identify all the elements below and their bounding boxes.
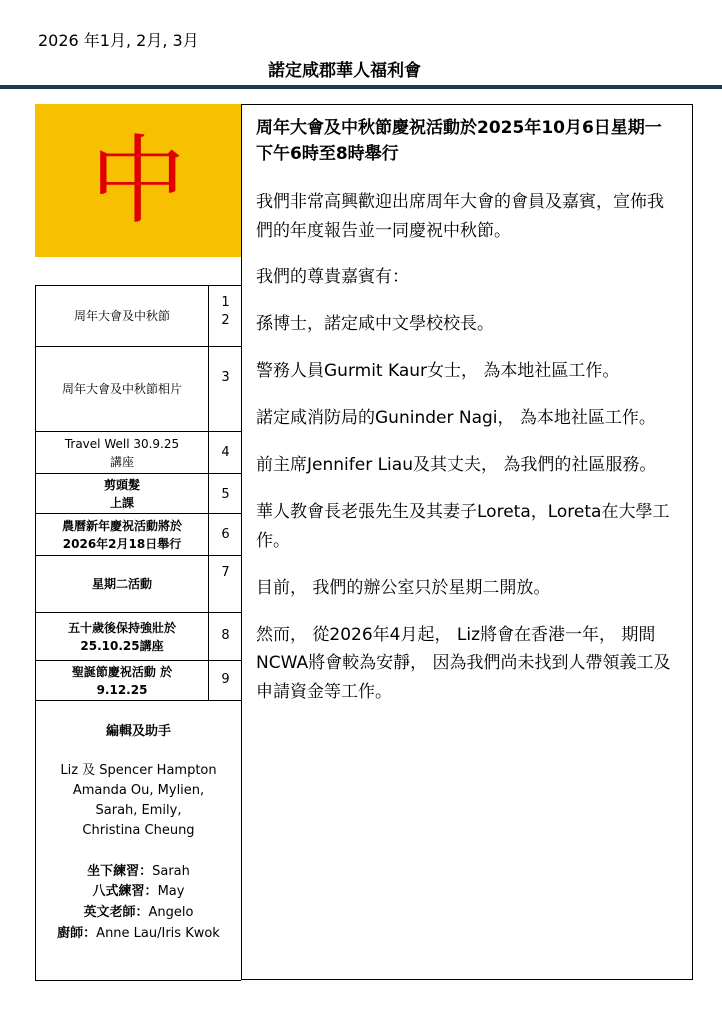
toc-title: 聖誕節慶祝活動 於 9.12.25 <box>71 664 173 697</box>
editor-name-line: Sarah, Emily, <box>95 803 182 819</box>
main-article <box>241 104 693 980</box>
toc-title: 周年大會及中秋節 <box>73 309 170 323</box>
article-paragraph: 諾定咸消防局的Guninder Nagi， 為本地社區工作。 <box>256 408 656 429</box>
toc-title: 五十歲後保持強壯於 25.10.25講座 <box>67 620 176 653</box>
class-leader: Angelo <box>148 905 194 921</box>
toc-row <box>35 556 241 613</box>
toc-page: 8 <box>208 613 242 660</box>
class-leader-line <box>36 882 241 903</box>
newsletter-date: 2026 年1月, 2月, 3月 <box>38 31 199 50</box>
class-label: 英文老師： <box>83 905 149 921</box>
class-label: 八式練習： <box>92 884 158 900</box>
toc-row <box>35 286 241 347</box>
article-paragraph: 我們非常高興歡迎出席周年大會的會員及嘉賓，宣佈我們的年度報告並一同慶祝中秋節。 <box>256 191 664 241</box>
toc-page: 4 <box>208 432 242 473</box>
article-paragraph: 孫博士，諾定咸中文學校校長。 <box>256 314 494 335</box>
article-paragraph: 華人教會長老張先生及其妻子Loreta，Loreta在大學工作。 <box>256 501 670 551</box>
header-divider <box>0 85 722 89</box>
editor-name-line: Amanda Ou, Mylien, <box>72 783 205 799</box>
logo <box>35 104 241 257</box>
editor-name-line: Christina Cheung <box>82 823 195 839</box>
article-paragraph: 警務人員Gurmit Kaur女士， 為本地社區工作。 <box>256 361 620 382</box>
class-leader-line <box>36 862 241 883</box>
class-leader: Sarah <box>152 863 190 879</box>
toc-row <box>35 347 241 432</box>
organization-name: 諾定咸郡華人福利會 <box>268 61 421 81</box>
toc-page: 6 <box>208 514 242 555</box>
class-label: 坐下練習： <box>87 863 153 879</box>
toc-title: 農曆新年慶祝活動將於 2026年2月18日舉行 <box>61 518 182 551</box>
class-leader: May <box>157 884 185 900</box>
article-paragraph: 目前， 我們的辦公室只於星期二開放。 <box>256 577 551 598</box>
class-leader: Anne Lau/Iris Kwok <box>96 925 220 941</box>
toc-title: Travel Well 30.9.25 講座 <box>64 436 180 469</box>
editors-heading: 編輯及助手 <box>105 724 171 739</box>
toc-row <box>35 661 241 701</box>
toc-page: 9 <box>208 661 242 700</box>
toc-page: 5 <box>208 474 242 513</box>
table-of-contents <box>35 285 241 701</box>
article-paragraph: 然而， 從2026年4月起， Liz將會在香港一年， 期間NCWA將會較為安靜， 因為我們尚未找到人帶領義工及申請資金等工作。 <box>256 624 671 703</box>
toc-title: 星期二活動 <box>91 577 152 591</box>
toc-page: 3 <box>208 347 242 431</box>
editor-name-line: Liz 及 Spencer Hampton <box>60 763 217 778</box>
article-paragraph: 我們的尊貴嘉賓有： <box>256 267 409 288</box>
class-leaders <box>36 862 241 945</box>
toc-row <box>35 514 241 556</box>
class-label: 廚師： <box>57 925 97 941</box>
editors-panel <box>35 700 241 981</box>
toc-page: 1 2 <box>208 286 242 346</box>
toc-row <box>35 432 241 474</box>
article-title: 周年大會及中秋節慶祝活動於2025年10月6日星期一下午6時至8時舉行 <box>256 118 662 165</box>
class-leader-line <box>36 924 241 945</box>
toc-title: 剪頭髮 上課 <box>103 477 140 510</box>
editors-names <box>36 761 241 842</box>
toc-title: 周年大會及中秋節相片 <box>61 382 182 396</box>
toc-page: 7 <box>208 556 242 612</box>
class-leader-line <box>36 903 241 924</box>
article-paragraph: 前主席Jennifer Liau及其丈夫， 為我們的社區服務。 <box>256 455 657 476</box>
logo-character: 中 <box>90 124 186 237</box>
toc-row <box>35 474 241 514</box>
toc-row <box>35 613 241 661</box>
